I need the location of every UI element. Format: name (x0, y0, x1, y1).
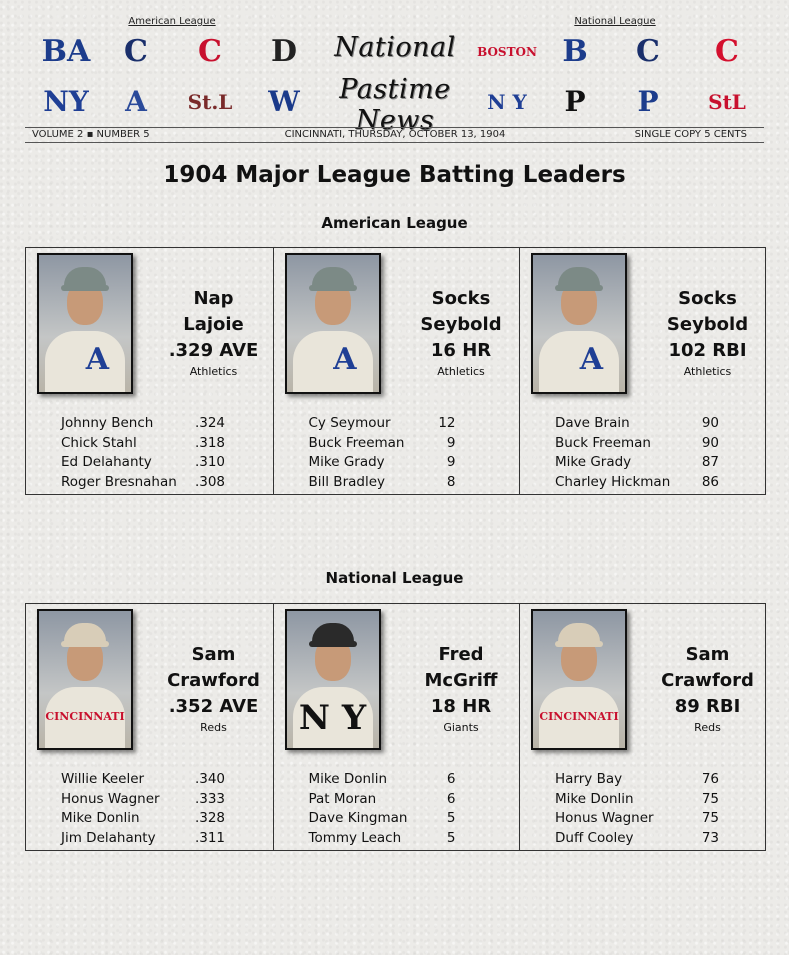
player-name[interactable]: Dave Kingman (308, 810, 408, 827)
leader-last: Seybold (420, 314, 502, 335)
team-logo-icon: N Y (487, 90, 527, 114)
team-logo-icon: P (637, 85, 659, 118)
leader-first: Socks (678, 288, 737, 309)
leader-panel (26, 604, 272, 850)
leader-stat: 102 RBI (668, 340, 747, 361)
list-item (61, 474, 261, 494)
leader-panel (273, 604, 520, 850)
player-card-image[interactable] (531, 609, 627, 750)
team-logo-icon: C (124, 34, 148, 69)
team-logo-icon: StL (708, 90, 746, 114)
player-card-image[interactable] (37, 253, 133, 394)
stat-value: .340 (194, 771, 225, 787)
list-item (61, 415, 261, 435)
jersey-lettering: A (579, 342, 603, 377)
leader-stat: .329 AVE (168, 340, 259, 361)
leader-team: Athletics (437, 365, 485, 378)
leader-panel (519, 248, 766, 494)
leader-stat: 18 HR (430, 696, 492, 717)
team-logo-icon: BOSTON (477, 45, 537, 59)
list-item (555, 415, 755, 435)
leader-panel (519, 604, 766, 850)
stat-value: .308 (194, 474, 225, 491)
leaders-panel-group (25, 603, 766, 851)
list-item (309, 435, 509, 455)
header-rule-top (25, 127, 764, 128)
leader-last: Seybold (666, 314, 749, 335)
list-item (555, 454, 755, 474)
runner-up-list (61, 771, 261, 850)
player-card-image[interactable] (285, 609, 381, 750)
runner-up-list (61, 415, 261, 494)
team-logo-icon: W (268, 85, 300, 118)
leader-last: Crawford (167, 670, 260, 691)
player-name[interactable]: Mike Donlin (555, 790, 634, 807)
player-card-image[interactable] (285, 253, 381, 394)
runner-up-list (555, 415, 755, 494)
list-item (61, 454, 261, 474)
player-name[interactable]: Roger Bresnahan (61, 474, 177, 491)
stat-value: 90 (701, 415, 719, 431)
stat-value: 6 (446, 771, 456, 787)
team-logo-icon: A (125, 85, 147, 118)
team-logo-icon: St.L (187, 90, 233, 114)
player-name[interactable]: Chick Stahl (61, 434, 137, 451)
stat-value: .328 (194, 810, 225, 827)
stat-value: 86 (701, 474, 719, 491)
leader-first: Nap (193, 288, 234, 309)
runner-up-list (309, 771, 509, 850)
stat-value: 90 (701, 434, 719, 451)
header-rule-bottom (25, 142, 764, 143)
list-item (309, 791, 509, 811)
stat-value: .310 (194, 454, 225, 471)
team-logo-icon: NY (43, 85, 89, 118)
team-logo-icon: C (636, 34, 660, 69)
player-name[interactable]: Mike Grady (555, 454, 632, 471)
stat-value: .311 (194, 830, 225, 847)
player-card-image[interactable] (37, 609, 133, 750)
list-item (555, 435, 755, 455)
list-item (555, 830, 755, 850)
masthead-title-line2: Pastime News (339, 74, 451, 136)
leader-summary (403, 286, 520, 380)
section-title: American League (321, 214, 468, 232)
leader-first: Sam (685, 644, 730, 665)
player-name[interactable]: Ed Delahanty (61, 454, 152, 471)
player-name[interactable]: Pat Moran (308, 790, 377, 807)
leader-first: Sam (191, 644, 236, 665)
team-logo-icon: C (715, 34, 739, 69)
stat-value: .333 (194, 790, 225, 807)
leader-team: Reds (200, 721, 227, 734)
page-title: 1904 Major League Batting Leaders (163, 162, 626, 188)
leader-team: Giants (443, 721, 479, 734)
list-item (61, 810, 261, 830)
leader-first: Fred (438, 644, 484, 665)
list-item (61, 830, 261, 850)
list-item (61, 791, 261, 811)
leader-stat: 16 HR (430, 340, 492, 361)
section-title: National League (325, 569, 464, 587)
list-item (555, 771, 755, 791)
leader-summary (649, 642, 766, 736)
leaders-panel-group (25, 247, 766, 495)
jersey-lettering: N Y (298, 698, 367, 738)
player-name[interactable]: Charley Hickman (555, 474, 671, 491)
player-name[interactable]: Tommy Leach (308, 830, 402, 847)
jersey-lettering: CINCINNATI (539, 710, 619, 723)
stat-value: 87 (701, 454, 719, 471)
player-name[interactable]: Honus Wagner (61, 790, 160, 807)
leader-team: Reds (694, 721, 721, 734)
list-item (555, 474, 755, 494)
dateline: CINCINNATI, THURSDAY, OCTOBER 13, 1904 (284, 129, 506, 140)
leader-summary (403, 642, 520, 736)
player-name[interactable]: Jim Delahanty (61, 830, 156, 847)
list-item (555, 810, 755, 830)
list-item (309, 454, 509, 474)
player-name[interactable]: Honus Wagner (555, 810, 654, 827)
player-name[interactable]: Dave Brain (555, 415, 630, 431)
runner-up-list (309, 415, 509, 494)
list-item (309, 830, 509, 850)
player-name[interactable]: Johnny Bench (61, 415, 154, 431)
player-name[interactable]: Duff Cooley (555, 830, 634, 847)
player-name[interactable]: Mike Donlin (308, 771, 388, 787)
player-name[interactable]: Willie Keeler (61, 771, 145, 787)
jersey-lettering: A (85, 342, 109, 377)
team-logo-icon: P (564, 85, 586, 118)
leader-summary (649, 286, 766, 380)
leader-panel (26, 248, 272, 494)
stat-value: 9 (446, 434, 456, 451)
stat-value: 75 (701, 790, 719, 807)
leader-summary (155, 642, 272, 736)
leader-panel (273, 248, 520, 494)
list-item (555, 791, 755, 811)
leader-summary (155, 286, 272, 380)
leader-last: Lajoie (183, 314, 244, 335)
team-logo-icon: D (270, 34, 297, 69)
leader-team: Athletics (189, 365, 238, 378)
team-logo-icon: C (198, 34, 222, 69)
team-logo-icon: BA (41, 34, 91, 69)
leader-last: McGriff (424, 670, 498, 691)
stat-value: 5 (446, 810, 456, 827)
list-item (309, 415, 509, 435)
player-name[interactable]: Cy Seymour (308, 415, 391, 431)
leader-first: Socks (431, 288, 491, 309)
price: SINGLE COPY 5 CENTS (634, 129, 747, 140)
stat-value: 75 (701, 810, 719, 827)
stat-value: 9 (446, 454, 456, 471)
stat-value: 76 (701, 771, 719, 787)
stat-value: .318 (194, 434, 225, 451)
list-item (309, 771, 509, 791)
player-name[interactable]: Buck Freeman (308, 434, 405, 451)
list-item (309, 474, 509, 494)
player-name[interactable]: Buck Freeman (555, 434, 651, 451)
team-logo-icon: B (562, 34, 588, 69)
jersey-lettering: CINCINNATI (45, 710, 125, 723)
player-name[interactable]: Mike Grady (308, 454, 385, 471)
player-name[interactable]: Bill Bradley (308, 474, 386, 491)
player-name[interactable]: Mike Donlin (61, 810, 140, 827)
volume-number: VOLUME 2 ▪ NUMBER 5 (32, 129, 150, 140)
stat-value: 12 (438, 415, 456, 431)
list-item (61, 435, 261, 455)
stat-value: 6 (446, 790, 456, 807)
runner-up-list (555, 771, 755, 850)
stat-value: 8 (446, 474, 456, 491)
leader-team: Athletics (683, 365, 732, 378)
list-item (61, 771, 261, 791)
stat-value: 73 (701, 830, 719, 847)
list-item (309, 810, 509, 830)
national-league-link[interactable]: National League (574, 16, 656, 27)
leader-last: Crawford (661, 670, 754, 691)
player-name[interactable]: Harry Bay (555, 771, 623, 787)
jersey-lettering: A (333, 342, 357, 377)
masthead-title-line1: National (334, 32, 456, 63)
stat-value: 5 (446, 830, 456, 847)
american-league-link[interactable]: American League (128, 16, 216, 27)
stat-value: .324 (194, 415, 225, 431)
player-card-image[interactable] (531, 253, 627, 394)
leader-stat: 89 RBI (674, 696, 741, 717)
leader-stat: .352 AVE (168, 696, 259, 717)
